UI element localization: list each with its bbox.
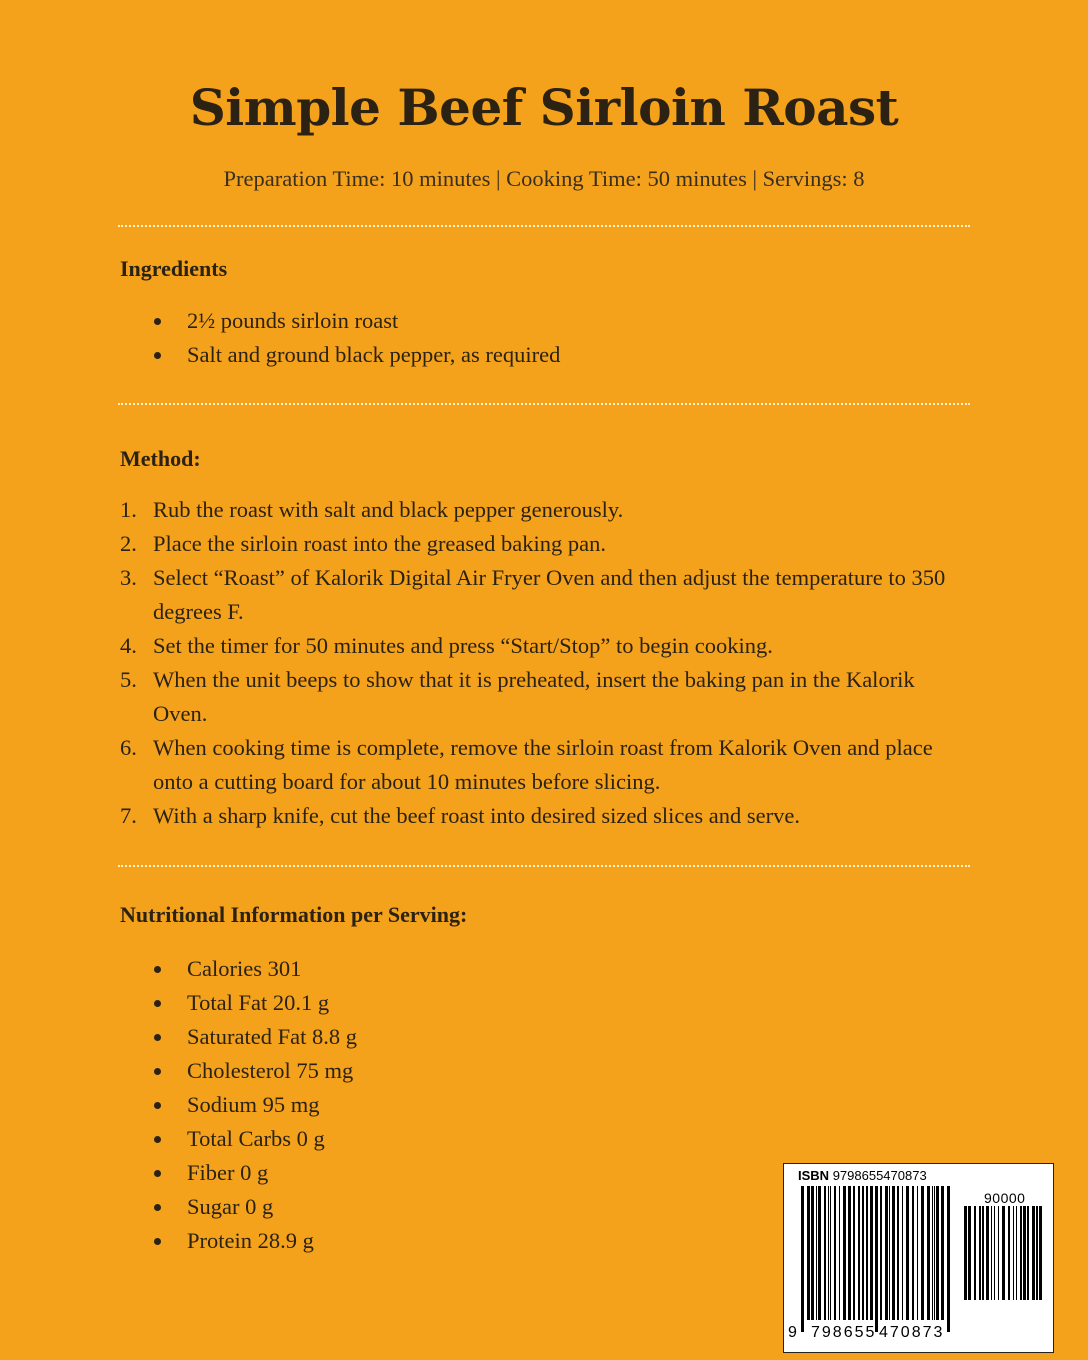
- isbn-prefix: ISBN: [798, 1168, 830, 1183]
- isbn-barcode: [783, 1163, 1054, 1353]
- barcode-bar: [1027, 1206, 1029, 1300]
- step-number: 6.: [120, 735, 137, 760]
- barcode-bar: [889, 1186, 890, 1320]
- nutrition-text: Total Carbs 0 g: [187, 1126, 325, 1151]
- barcode-bar: [917, 1186, 918, 1320]
- barcode-bar: [1002, 1206, 1005, 1300]
- barcode-bar: [941, 1186, 944, 1320]
- nutrition-heading: Nutritional Information per Serving:: [120, 902, 468, 927]
- barcode-right-digits: 470873: [879, 1324, 945, 1341]
- method-step: [120, 799, 970, 833]
- method-steps: [120, 493, 970, 833]
- barcode-bar: [979, 1206, 981, 1300]
- ingredients-list: [120, 304, 560, 372]
- nutrition-text: Calories 301: [187, 956, 302, 981]
- barcode-bar: [994, 1206, 995, 1300]
- barcode-bar: [858, 1186, 860, 1320]
- nutrition-text: Total Fat 20.1 g: [187, 990, 330, 1015]
- barcode-bar: [897, 1186, 899, 1320]
- barcode-bar: [830, 1186, 831, 1320]
- barcode-bar: [818, 1186, 821, 1320]
- bullet-icon: [154, 318, 161, 325]
- bullet-icon: [154, 1238, 161, 1245]
- barcode-bar: [982, 1206, 984, 1300]
- list-item: [120, 1156, 357, 1190]
- barcode-bar: [816, 1186, 817, 1320]
- bullet-icon: [154, 352, 161, 359]
- barcode-bar: [824, 1186, 826, 1320]
- bullet-icon: [154, 1102, 161, 1109]
- list-item: [120, 304, 560, 338]
- method-heading: Method:: [120, 446, 201, 471]
- barcode-bar: [843, 1186, 846, 1320]
- recipe-meta: Preparation Time: 10 minutes | Cooking Time: 50 minutes | Servings: 8: [223, 166, 865, 191]
- barcode-bar: [875, 1186, 878, 1332]
- step-number: 7.: [120, 803, 137, 828]
- method-step: [120, 493, 970, 527]
- barcode-bar: [811, 1186, 814, 1320]
- step-number: 2.: [120, 531, 137, 556]
- barcode-bar: [1008, 1206, 1010, 1300]
- barcode-bar: [828, 1186, 829, 1320]
- barcode-bar: [1032, 1206, 1035, 1300]
- addon-bars: [964, 1206, 1042, 1302]
- recipe-title: Simple Beef Sirloin Roast: [189, 78, 899, 137]
- nutrition-text: Saturated Fat 8.8 g: [187, 1024, 357, 1049]
- barcode-bar: [991, 1206, 992, 1300]
- method-step: [120, 731, 970, 799]
- divider-top: [118, 225, 970, 227]
- barcode-bar: [1039, 1206, 1042, 1300]
- nutrition-text: Protein 28.9 g: [187, 1228, 314, 1253]
- barcode-bar: [974, 1206, 976, 1300]
- barcode-bar: [848, 1186, 851, 1320]
- step-text: With a sharp knife, cut the beef roast into desired sized slices and serve.: [153, 803, 800, 828]
- list-item: [120, 1088, 357, 1122]
- barcode-bar: [1023, 1206, 1026, 1300]
- step-number: 1.: [120, 497, 137, 522]
- nutrition-text: Fiber 0 g: [187, 1160, 269, 1185]
- barcode-bar: [1013, 1206, 1014, 1300]
- bullet-icon: [154, 1204, 161, 1211]
- addon-number: 90000: [984, 1190, 1026, 1206]
- barcode-bars: [801, 1186, 951, 1336]
- barcode-bar: [902, 1186, 903, 1320]
- list-item: [120, 1122, 357, 1156]
- list-item: [120, 986, 357, 1020]
- method-step: [120, 561, 970, 629]
- barcode-bar: [839, 1186, 840, 1320]
- barcode-bar: [870, 1186, 873, 1320]
- method-step: [120, 527, 970, 561]
- step-text: When cooking time is complete, remove the sirloin roast from Kalorik Oven and place onto a cutting board for about 10 minutes before slicing.: [153, 735, 933, 794]
- ingredient-text: Salt and ground black pepper, as required: [187, 342, 561, 367]
- barcode-bar: [1036, 1206, 1038, 1300]
- step-text: Select “Roast” of Kalorik Digital Air Fryer Oven and then adjust the temperature to 350 degrees F.: [153, 565, 946, 624]
- barcode-bar: [1016, 1206, 1017, 1300]
- bullet-icon: [154, 1170, 161, 1177]
- step-number: 4.: [120, 633, 137, 658]
- step-text: Rub the roast with salt and black pepper generously.: [153, 497, 624, 522]
- list-item: [120, 338, 560, 372]
- bullet-icon: [154, 1068, 161, 1075]
- barcode-bar: [998, 1206, 999, 1300]
- list-item: [120, 1224, 357, 1258]
- isbn-number: 9798655470873: [832, 1168, 927, 1183]
- barcode-bar: [986, 1206, 989, 1300]
- barcode-left-digits: 798655: [811, 1324, 877, 1341]
- barcode-bar: [892, 1186, 895, 1320]
- barcode-bar: [906, 1186, 909, 1320]
- barcode-bar: [947, 1186, 950, 1332]
- divider-ingredients: [118, 403, 970, 405]
- barcode-bar: [968, 1206, 971, 1300]
- barcode-bar: [932, 1186, 933, 1320]
- nutrition-text: Sodium 95 mg: [187, 1092, 320, 1117]
- barcode-bar: [936, 1186, 939, 1320]
- barcode-bar: [1020, 1206, 1022, 1300]
- barcode-bar: [880, 1186, 882, 1320]
- nutrition-list: [120, 952, 357, 1258]
- bullet-icon: [154, 1000, 161, 1007]
- nutrition-text: Sugar 0 g: [187, 1194, 274, 1219]
- step-text: When the unit beeps to show that it is preheated, insert the baking pan in the Kalorik Oven.: [153, 667, 915, 726]
- bullet-icon: [154, 966, 161, 973]
- barcode-bar: [885, 1186, 888, 1320]
- step-text: Place the sirloin roast into the greased baking pan.: [153, 531, 606, 556]
- divider-method: [118, 865, 970, 867]
- bullet-icon: [154, 1034, 161, 1041]
- barcode-bar: [862, 1186, 864, 1320]
- ingredients-heading: Ingredients: [120, 256, 228, 281]
- list-item: [120, 1190, 357, 1224]
- list-item: [120, 1054, 357, 1088]
- list-item: [120, 952, 357, 986]
- barcode-bar: [807, 1186, 810, 1320]
- barcode-first-digit: 9: [788, 1324, 797, 1341]
- barcode-bar: [853, 1186, 855, 1320]
- barcode-bar: [964, 1206, 967, 1300]
- bullet-icon: [154, 1136, 161, 1143]
- list-item: [120, 1020, 357, 1054]
- method-step: [120, 629, 970, 663]
- barcode-bar: [921, 1186, 924, 1320]
- barcode-bar: [866, 1186, 868, 1320]
- step-number: 3.: [120, 565, 137, 590]
- barcode-bar: [801, 1186, 804, 1332]
- isbn-label: [798, 1168, 927, 1183]
- barcode-bar: [834, 1186, 836, 1320]
- ingredient-text: 2½ pounds sirloin roast: [187, 308, 399, 333]
- barcode-bar: [912, 1186, 914, 1320]
- method-step: [120, 663, 970, 731]
- step-number: 5.: [120, 667, 137, 692]
- barcode-bar: [927, 1186, 930, 1320]
- nutrition-text: Cholesterol 75 mg: [187, 1058, 354, 1083]
- step-text: Set the timer for 50 minutes and press “Start/Stop” to begin cooking.: [153, 633, 773, 658]
- barcode-bar: [934, 1186, 935, 1320]
